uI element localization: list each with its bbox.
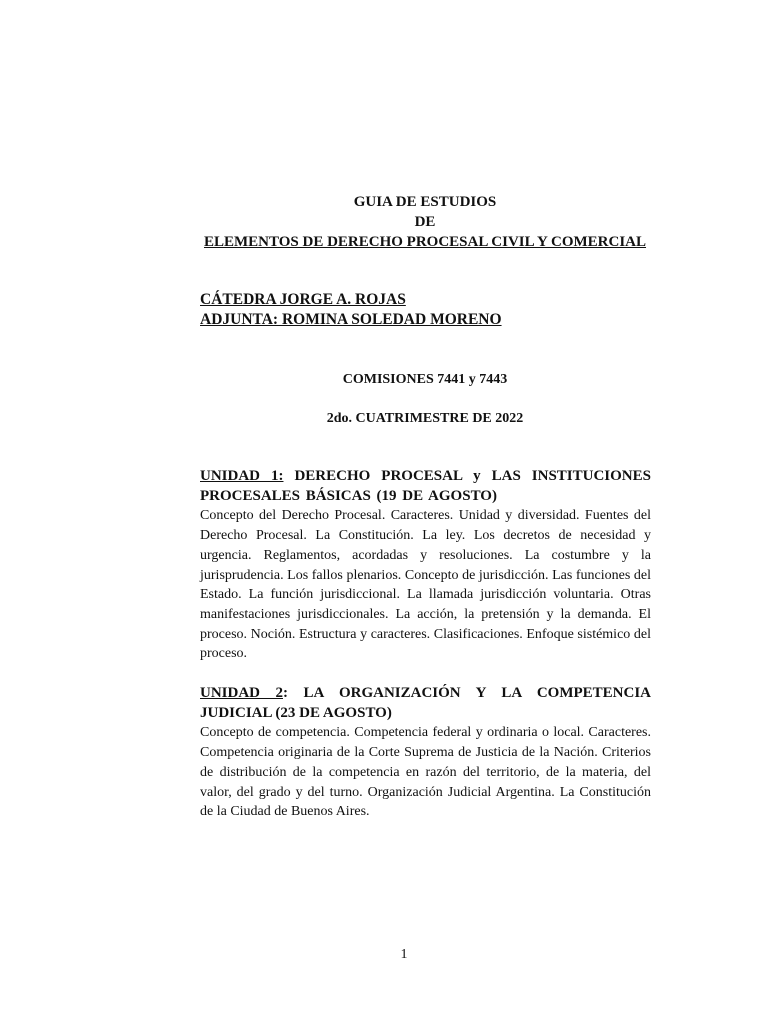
document-title xyxy=(150,192,700,252)
semester-line: 2do. CUATRIMESTRE DE 2022 xyxy=(326,411,524,426)
unit-section xyxy=(200,467,651,664)
unit-title: DERECHO PROCESAL y LAS INSTITUCIONES PROCESALES BÁSICAS (19 DE AGOSTO) xyxy=(200,468,651,504)
title-line-1: GUIA DE ESTUDIOS xyxy=(353,194,497,210)
page-number: 1 xyxy=(400,947,408,962)
title-line-3 xyxy=(150,232,700,252)
unit-section xyxy=(200,684,651,822)
title-line-2: DE xyxy=(414,214,436,230)
unit-body: Concepto de competencia. Competencia federal y ordinaria o local. Caracteres. Competencia originaria de la Corte Suprema de Justicia de la Nación. Criterios de distribución de la competencia en razón del territorio, de la materia, del valor, del grado y del turno. Organización Judicial Argentina. La Constitución de la Ciudad de Buenos Aires. xyxy=(200,725,651,820)
unit-body: Concepto del Derecho Procesal. Caracteres. Unidad y diversidad. Fuentes del Derecho Procesal. La Constitución. La ley. Los decretos de necesidad y urgencia. Reglamentos, acordadas y resoluciones. La costumbre y la jurisprudencia. Los fallos plenarios. Concepto de jurisdicción. Las funciones del Estado. La función jurisdiccional. La llamada jurisdicción voluntaria. Otras manifestaciones jurisdiccionales. La acción, la pretensión y la demanda. El proceso. Noción. Estructura y caracteres. Clasificaciones. Enfoque sistémico del proceso. xyxy=(200,508,651,662)
course-name: ELEMENTOS DE DERECHO PROCESAL CIVIL Y COMERCIAL xyxy=(203,234,647,250)
unit-title: : LA ORGANIZACIÓN Y LA COMPETENCIA JUDICIAL (23 DE AGOSTO) xyxy=(200,685,651,721)
chair-line-2: ADJUNTA: ROMINA SOLEDAD MORENO xyxy=(200,311,502,328)
commissions-line: COMISIONES 7441 y 7443 xyxy=(342,372,508,387)
chair-line-1: CÁTEDRA JORGE A. ROJAS xyxy=(200,291,406,308)
unit-label: UNIDAD 2 xyxy=(200,685,283,701)
unit-heading xyxy=(200,684,651,723)
chair-info xyxy=(200,290,650,330)
unit-label: UNIDAD 1: xyxy=(200,468,284,484)
unit-heading xyxy=(200,467,651,506)
